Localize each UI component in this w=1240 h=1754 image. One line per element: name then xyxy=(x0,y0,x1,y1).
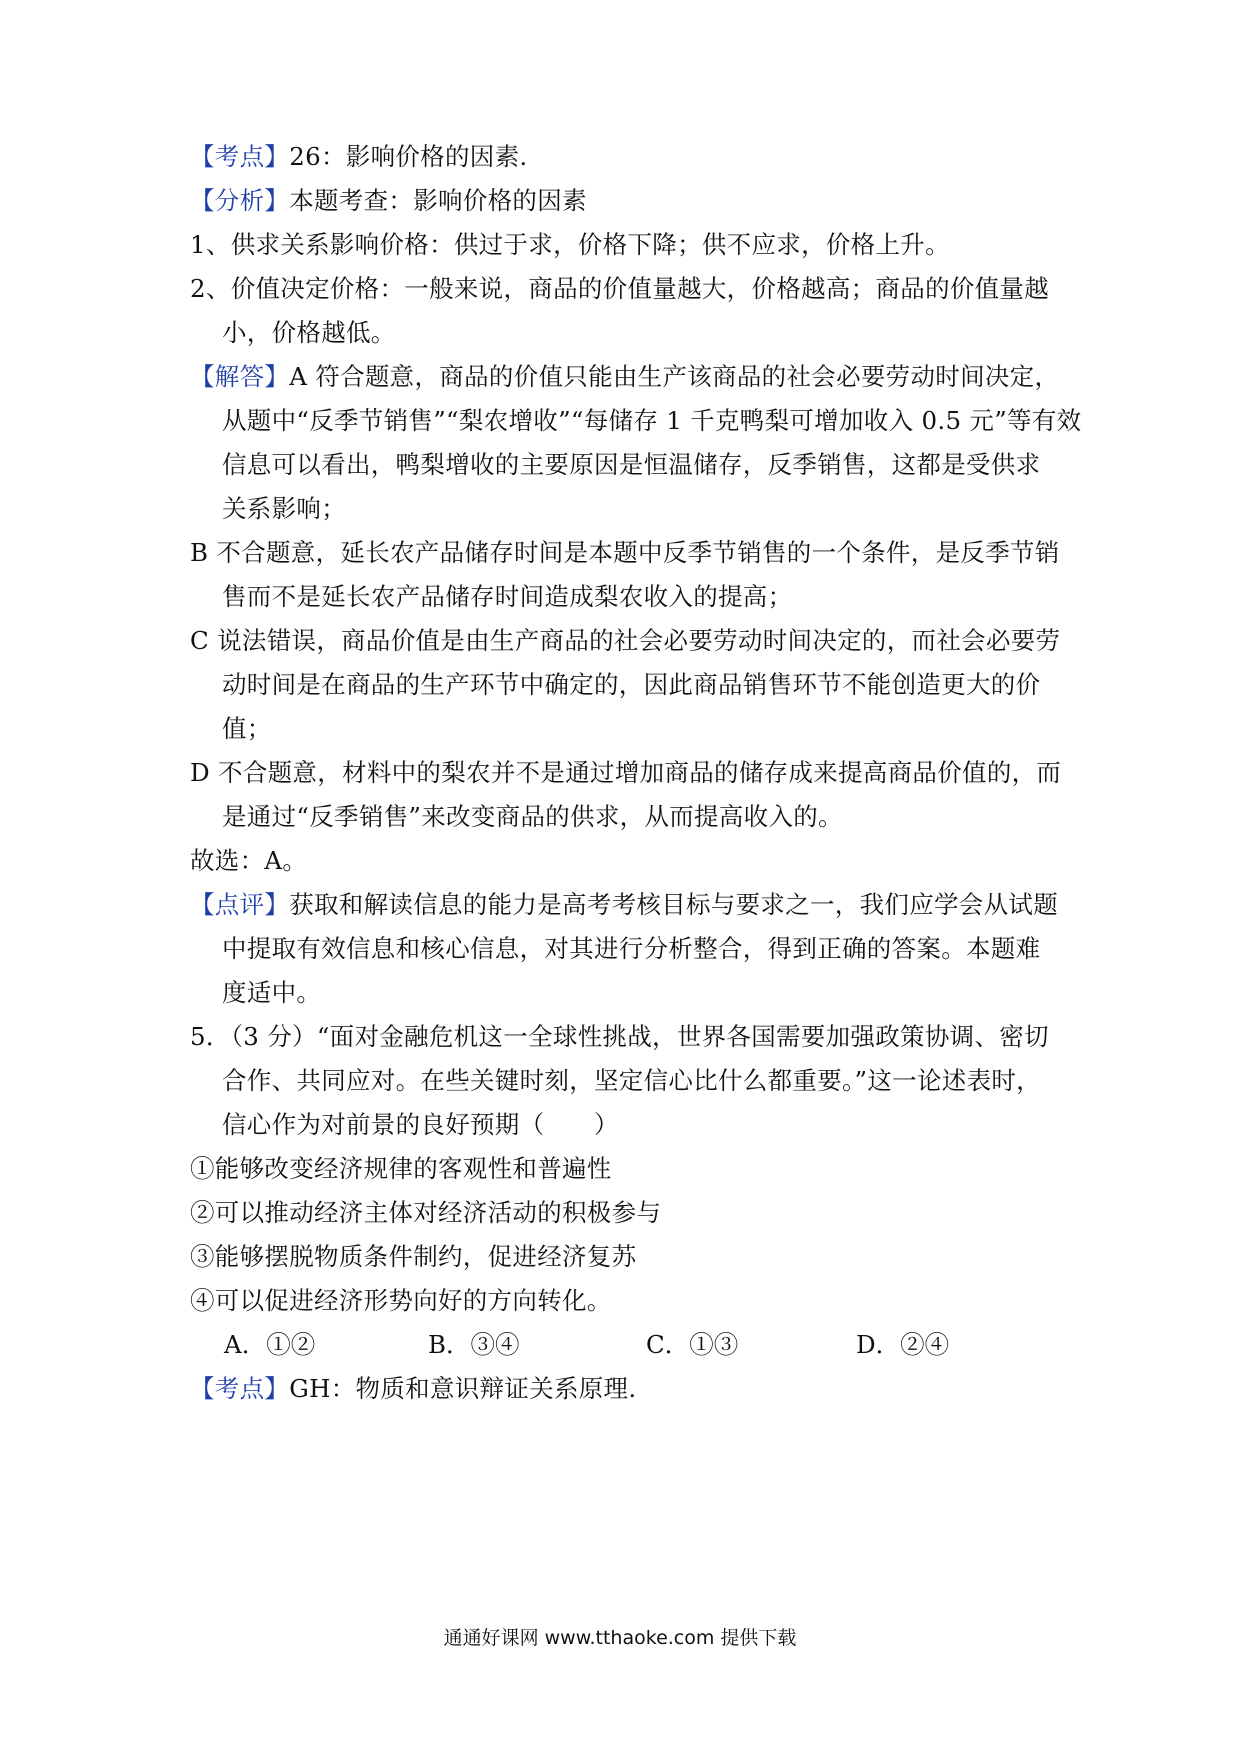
text-line: D 不合题意，材料中的梨农并不是通过增加商品的储存成来提高商品价值的，而 xyxy=(190,758,1062,787)
text-line: 关系影响； xyxy=(222,494,346,523)
line-text: 26：影响价格的因素. xyxy=(289,142,528,171)
option-d: D．②④ xyxy=(856,1330,950,1359)
text-line: 中提取有效信息和核心信息，对其进行分析整合，得到正确的答案。本题难 xyxy=(222,934,1041,963)
section-tag: 【考点】 xyxy=(190,142,290,171)
option-c: C．①③ xyxy=(646,1330,739,1359)
text-line: 动时间是在商品的生产环节中确定的，因此商品销售环节不能创造更大的价 xyxy=(222,670,1041,699)
text-line: 度适中。 xyxy=(222,978,322,1007)
text-line: C 说法错误，商品价值是由生产商品的社会必要劳动时间决定的，而社会必要劳 xyxy=(190,626,1061,655)
answer-line: 故选：A。 xyxy=(190,846,308,875)
text-line: 值； xyxy=(222,714,272,743)
page-footer: 通通好课网 www.tthaoke.com 提供下载 xyxy=(443,1627,797,1649)
dianping-line xyxy=(190,890,1058,920)
text-line: 2、价值决定价格：一般来说，商品的价值量越大，价格越高；商品的价值量越 xyxy=(190,274,1050,303)
text-line: 是通过“反季销售”来改变商品的供求，从而提高收入的。 xyxy=(222,802,843,831)
section-tag: 【分析】 xyxy=(190,186,290,215)
statement-4: ④可以促进经济形势向好的方向转化。 xyxy=(190,1286,612,1315)
text-line: 售而不是延长农产品储存时间造成梨农收入的提高； xyxy=(222,582,793,611)
line-text: 本题考查：影响价格的因素 xyxy=(289,186,587,215)
line-text: 获取和解读信息的能力是高考考核目标与要求之一，我们应学会从试题 xyxy=(289,890,1058,919)
text-line: B 不合题意，延长农产品储存时间是本题中反季节销售的一个条件，是反季节销 xyxy=(190,538,1060,567)
text-line: 合作、共同应对。在些关键时刻，坚定信心比什么都重要。”这一论述表时， xyxy=(222,1066,1041,1095)
text-line: 从题中“反季节销售”“梨农增收”“每储存 1 千克鸭梨可增加收入 0.5 元”等有效 xyxy=(222,406,1082,435)
option-b: B．③④ xyxy=(428,1330,520,1359)
fenxi-line xyxy=(190,186,587,216)
option-a: A．①② xyxy=(224,1330,316,1359)
jieda-line xyxy=(190,362,1059,392)
text-line: 信息可以看出，鸭梨增收的主要原因是恒温储存，反季销售，这都是受供求 xyxy=(222,450,1041,479)
kaodian-line xyxy=(190,142,527,172)
line-text: A 符合题意，商品的价值只能由生产该商品的社会必要劳动时间决定， xyxy=(289,362,1060,391)
statement-2: ②可以推动经济主体对经济活动的积极参与 xyxy=(190,1198,662,1227)
section-tag: 【点评】 xyxy=(190,890,290,919)
text-line: 小，价格越低。 xyxy=(222,318,396,347)
line-text: GH：物质和意识辩证关系原理. xyxy=(289,1374,637,1403)
section-tag: 【解答】 xyxy=(190,362,290,391)
answer-options xyxy=(224,1330,984,1360)
section-tag: 【考点】 xyxy=(190,1374,290,1403)
kaodian-line-2 xyxy=(190,1374,636,1404)
statement-3: ③能够摆脱物质条件制约，促进经济复苏 xyxy=(190,1242,637,1271)
text-line: 1、供求关系影响价格：供过于求，价格下降；供不应求，价格上升。 xyxy=(190,230,950,259)
question-5: 5．（3 分）“面对金融危机这一全球性挑战，世界各国需要加强政策协调、密切 xyxy=(190,1022,1049,1051)
text-line: 信心作为对前景的良好预期（ ） xyxy=(222,1110,619,1139)
statement-1: ①能够改变经济规律的客观性和普遍性 xyxy=(190,1154,612,1183)
